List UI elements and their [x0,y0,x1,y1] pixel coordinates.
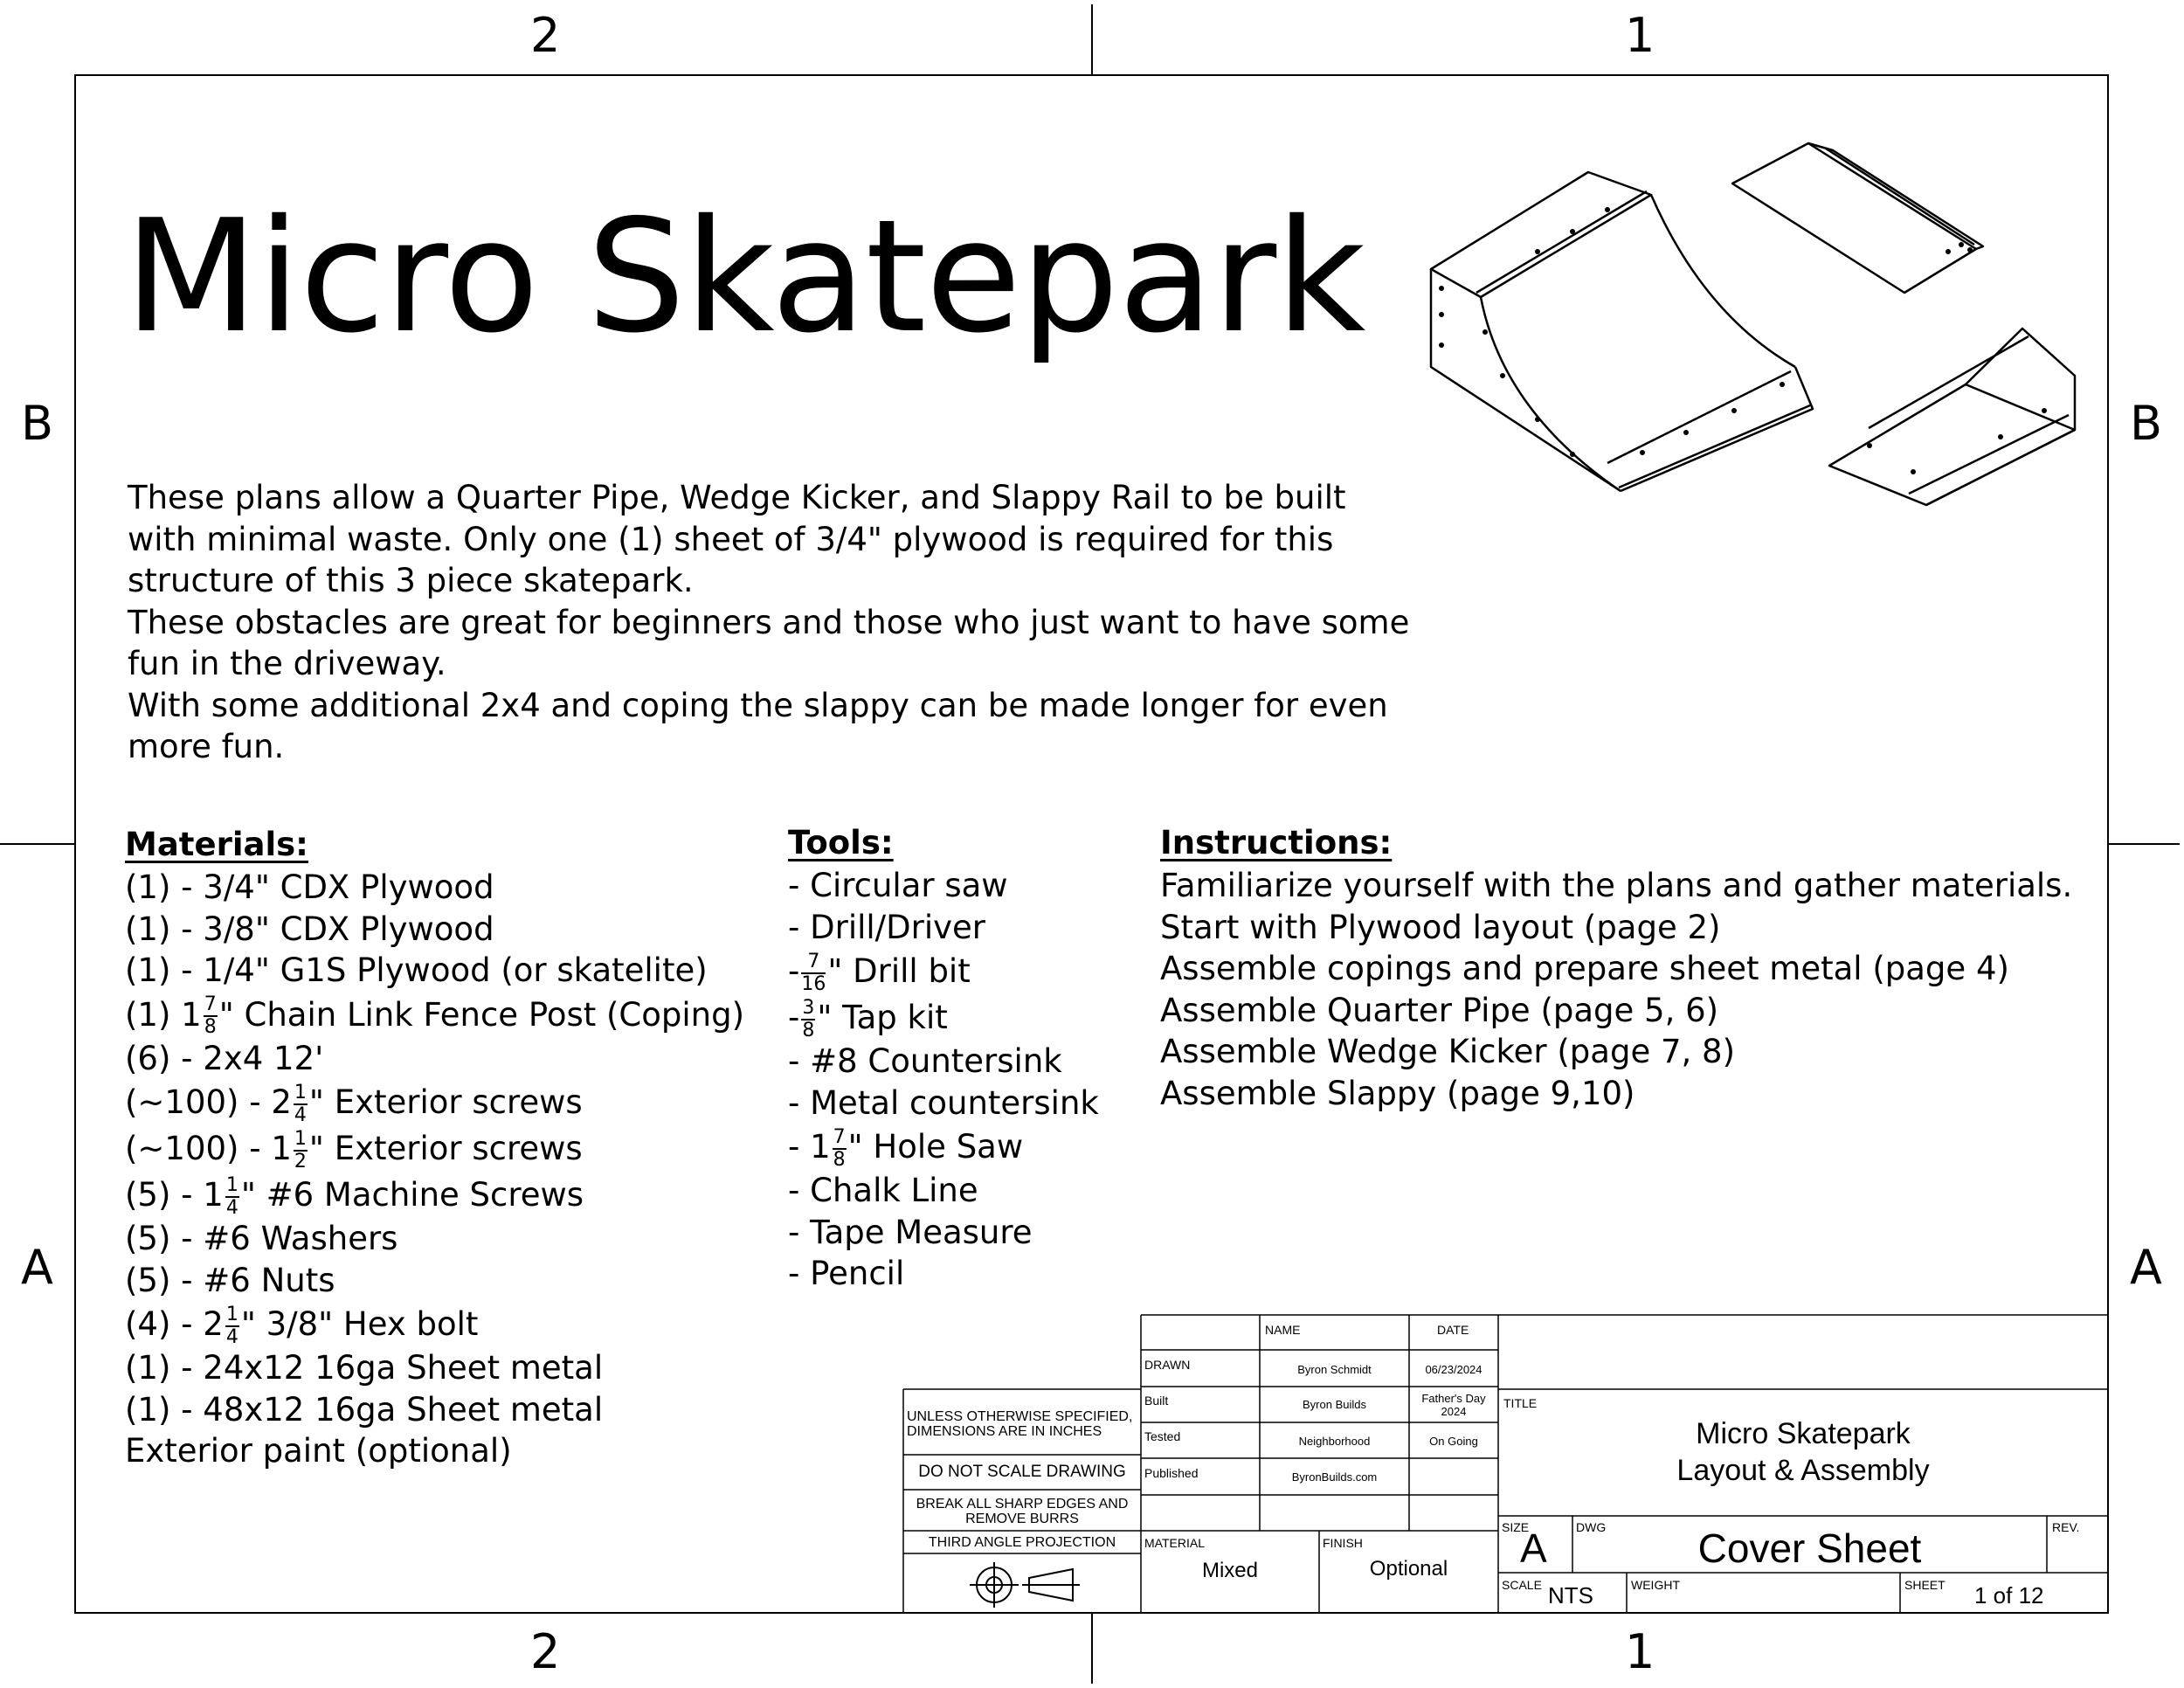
built-label: Built [1144,1394,1169,1408]
item-prefix: (~100) - 1 [125,1130,292,1167]
fraction-denominator: 16 [801,972,826,995]
fraction-numerator: 1 [225,1303,238,1325]
list-item: (1) - 1/4" G1S Plywood (or skatelite) [125,951,708,989]
list-item: - Drill/Driver [788,908,985,946]
item-prefix: - [788,999,800,1036]
list-item [125,992,744,1038]
list-item: Assemble Wedge Kicker (page 7, 8) [1160,1033,1736,1070]
fraction-numerator: 7 [204,993,217,1015]
sheet-value: 1 of 12 [1974,1582,2044,1608]
item-suffix: " Drill bit [827,952,971,990]
zone-label-right-b: B [2130,396,2163,451]
drawn-label: DRAWN [1144,1358,1191,1372]
dwg-label: DWG [1576,1520,1607,1534]
fraction-denominator: 4 [294,1103,307,1126]
item-suffix: " Chain Link Fence Post (Coping) [218,995,745,1034]
built-name: Byron Builds [1303,1398,1366,1411]
scale-value: NTS [1548,1582,1593,1608]
material-label: MATERIAL [1144,1536,1205,1550]
item-prefix: (4) - 2 [125,1305,224,1343]
list-item: - #8 Countersink [788,1042,1062,1080]
wedge-kicker-drawing [1829,329,2075,505]
built-date-line2: 2024 [1441,1405,1467,1418]
list-item: Assemble Quarter Pipe (page 5, 6) [1160,991,1719,1029]
item-prefix: (5) - 1 [125,1176,224,1214]
list-item: (1) - 3/8" CDX Plywood [125,910,494,948]
list-item: Assemble Slappy (page 9,10) [1160,1074,1635,1112]
list-item: - Metal countersink [788,1083,1099,1122]
list-item: Start with Plywood layout (page 2) [1160,908,1721,946]
fraction [801,952,826,994]
skatepark-isometric-illustration [1415,131,2079,515]
tools-heading: Tools: [788,824,894,861]
note-do-not-scale: DO NOT SCALE DRAWING [918,1463,1126,1481]
fraction-numerator: 1 [225,1173,238,1196]
scale-label: SCALE [1502,1578,1542,1592]
list-item [125,1301,744,1347]
zone-label-right-a: A [2130,1240,2162,1295]
list-item: - Chalk Line [788,1172,978,1209]
fraction-numerator: 7 [833,1125,846,1148]
dwg-value: Cover Sheet [1697,1525,1922,1571]
date-header: DATE [1437,1323,1469,1337]
fraction-numerator: 1 [294,1081,307,1103]
description-paragraph: These plans allow a Quarter Pipe, Wedge Kicker, and Slappy Rail to be built with minimal waste. Only one (1) sheet of 3/4" plywood is required for this structure of this 3 piece skatepark. [128,479,1346,599]
third-angle-projection-icon [961,1562,1083,1608]
item-suffix: " Exterior screws [308,1130,583,1167]
list-item: (1) - 48x12 16ga Sheet metal [125,1390,604,1429]
list-item: (6) - 2x4 12' [125,1039,324,1077]
published-label: Published [1144,1466,1199,1480]
list-item: (5) - #6 Washers [125,1220,398,1257]
item-suffix: " Hole Saw [847,1128,1024,1166]
weight-label: WEIGHT [1631,1578,1680,1592]
zone-label-top-1: 1 [1625,8,1655,63]
list-item: Exterior paint (optional) [125,1432,512,1470]
title-label: TITLE [1503,1396,1538,1410]
tested-name: Neighborhood [1298,1435,1371,1448]
description-paragraph: With some additional 2x4 and coping the slappy can be made longer for even more fun. [128,686,1388,765]
item-suffix: " 3/8" Hex bolt [240,1305,479,1343]
note-dimensions: DIMENSIONS ARE IN INCHES [907,1424,1102,1439]
list-item [125,1079,744,1125]
name-header: NAME [1265,1323,1301,1337]
zone-label-left-a: A [21,1240,53,1295]
zone-label-top-2: 2 [530,8,561,63]
fraction-denominator: 2 [294,1150,307,1173]
list-item: (1) - 3/4" CDX Plywood [125,868,494,906]
zone-label-bottom-1: 1 [1625,1624,1655,1679]
list-item: - Tape Measure [788,1213,1033,1251]
size-label: SIZE [1502,1520,1530,1534]
instructions-heading: Instructions: [1160,824,1393,861]
fraction-denominator: 4 [225,1325,238,1348]
instructions-list [1160,865,2072,1114]
fraction [801,996,815,1041]
list-item: Familiarize yourself with the plans and gather materials. [1160,867,2073,904]
note-projection: THIRD ANGLE PROJECTION [928,1535,1116,1550]
list-item [788,994,1099,1041]
materials-list [125,867,744,1472]
title-line2: Layout & Assembly [1676,1454,1930,1487]
slappy-rail-drawing [1732,143,1983,293]
fraction [225,1305,239,1347]
quarter-pipe-drawing [1431,172,1813,491]
fraction [833,1125,847,1171]
page-title: Micro Skatepark [124,186,1365,367]
size-value: A [1520,1525,1547,1571]
list-item: (1) - 24x12 16ga Sheet metal [125,1349,604,1387]
item-suffix: " #6 Machine Screws [240,1176,584,1214]
fraction-denominator: 8 [833,1148,846,1171]
materials-heading: Materials: [125,826,308,863]
list-item [788,948,1099,994]
list-item: - Circular saw [788,867,1008,904]
title-line1: Micro Skatepark [1696,1417,1911,1450]
item-prefix: - [788,952,800,990]
fraction [225,1173,239,1219]
list-item: Assemble copings and prepare sheet metal (page 4) [1160,950,2009,987]
sheet-label: SHEET [1904,1578,1946,1592]
finish-value: Optional [1369,1557,1448,1581]
fraction-denominator: 4 [225,1196,238,1219]
drawn-date: 06/23/2024 [1425,1363,1482,1376]
list-item [125,1172,744,1218]
description [128,477,1420,768]
drawn-name: Byron Schmidt [1297,1363,1372,1376]
tested-date: On Going [1429,1435,1478,1448]
fraction-numerator: 1 [294,1127,307,1150]
rev-label: REV. [2052,1520,2080,1534]
material-value: Mixed [1201,1559,1259,1582]
fraction-numerator: 3 [802,996,815,1019]
fraction-numerator: 7 [801,952,826,974]
fraction [204,995,218,1037]
item-suffix: " Tap kit [817,999,948,1036]
tools-list [788,865,1099,1295]
list-item [125,1125,744,1172]
note-remove-burrs: REMOVE BURRS [965,1512,1079,1526]
built-date-line1: Father's Day [1421,1392,1486,1405]
item-suffix: " Exterior screws [308,1083,583,1121]
tested-label: Tested [1144,1429,1181,1443]
list-item [788,1124,1099,1170]
fraction-denominator: 8 [802,1019,815,1041]
item-prefix: (1) 1 [125,995,202,1034]
description-paragraph: These obstacles are great for beginners and those who just want to have some fun in the driveway. [128,603,1410,682]
zone-label-left-b: B [21,396,54,451]
list-item: (5) - #6 Nuts [125,1261,335,1299]
finish-label: FINISH [1323,1536,1363,1550]
zone-label-bottom-2: 2 [530,1624,561,1679]
fraction-denominator: 8 [204,1016,217,1038]
item-prefix: - 1 [788,1128,831,1166]
list-item: - Pencil [788,1255,905,1292]
fraction [294,1127,308,1173]
fraction [294,1083,308,1125]
item-prefix: (~100) - 2 [125,1083,292,1121]
note-unless: UNLESS OTHERWISE SPECIFIED, [907,1409,1133,1424]
published-name: ByronBuilds.com [1291,1470,1378,1484]
note-break-edges: BREAK ALL SHARP EDGES AND [916,1497,1129,1512]
